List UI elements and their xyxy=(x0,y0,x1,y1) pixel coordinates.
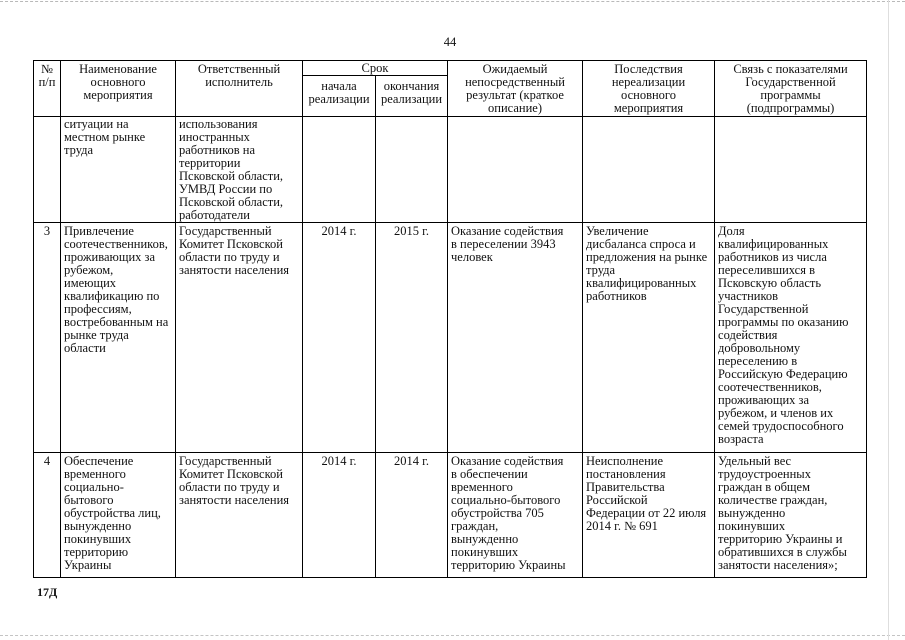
text-line: квалифицированных xyxy=(718,237,829,251)
text-line: человек xyxy=(451,250,493,264)
text-line: покинувших xyxy=(64,532,132,546)
table-row xyxy=(34,117,867,223)
text-line: Оказание содействия xyxy=(451,454,564,468)
text-line: обратившихся в службы xyxy=(718,545,847,559)
text-line: временного xyxy=(64,467,126,481)
text-line: ситуации на xyxy=(64,117,129,131)
text-line: Российскую Федерацию xyxy=(718,367,848,381)
text-line: граждан в общем xyxy=(718,480,811,494)
measures-table xyxy=(33,60,867,578)
text-line: вынужденно xyxy=(718,506,786,520)
text-line: количестве граждан, xyxy=(718,493,828,507)
header-executor xyxy=(176,61,303,117)
text-line: в переселении 3943 xyxy=(451,237,556,251)
text-line: добровольному xyxy=(718,341,801,355)
text-line: мероприятия xyxy=(83,88,153,102)
text-line: начала xyxy=(321,79,357,93)
text-line: проживающих за xyxy=(718,393,810,407)
text-line: Ответственный xyxy=(197,62,281,76)
text-line: работников из числа xyxy=(718,250,827,264)
cell-num: 4 xyxy=(34,453,61,578)
cell-start: 2014 г. xyxy=(303,453,376,578)
header-row xyxy=(34,61,867,76)
text-line: семей трудоспособного xyxy=(718,419,844,433)
cell-executor xyxy=(176,223,303,453)
cell-link xyxy=(715,453,867,578)
text-line: труда xyxy=(64,143,94,157)
text-line: п/п xyxy=(38,75,56,89)
text-line: Обеспечение xyxy=(64,454,134,468)
header-result xyxy=(448,61,583,117)
cell-result xyxy=(448,117,583,223)
text-line: временного xyxy=(451,480,513,494)
header-consequences xyxy=(583,61,715,117)
text-line: основного xyxy=(90,75,146,89)
text-line: проживающих за xyxy=(64,250,156,264)
header-term: Срок xyxy=(303,61,448,76)
cell-link xyxy=(715,117,867,223)
cell-consequences xyxy=(583,117,715,223)
text-line: дисбаланса спроса и xyxy=(586,237,696,251)
cell-name xyxy=(61,223,176,453)
text-line: Привлечение xyxy=(64,224,134,238)
text-line: Псковской области, xyxy=(179,169,284,183)
header-term-start xyxy=(303,76,376,117)
scan-edge-right xyxy=(888,0,889,640)
text-line: программы по оказанию xyxy=(718,315,849,329)
text-line: Неисполнение xyxy=(586,454,664,468)
cell-consequences xyxy=(583,223,715,453)
text-line: граждан, xyxy=(451,519,499,533)
text-line: Псковской области, xyxy=(179,195,284,209)
text-line: участников xyxy=(718,289,779,303)
text-line: исполнитель xyxy=(205,75,273,89)
header-term-end xyxy=(376,76,448,117)
text-line: Комитет Псковской xyxy=(179,237,283,251)
text-line: № xyxy=(41,62,53,76)
text-line: рынке труда xyxy=(64,328,129,342)
text-line: переселившихся в xyxy=(718,263,815,277)
text-line: Государственной xyxy=(718,302,809,316)
text-line: постановления xyxy=(586,467,666,481)
cell-result xyxy=(448,223,583,453)
text-line: работодатели xyxy=(179,208,250,222)
text-line: Псковскую область xyxy=(718,276,822,290)
scan-edge-bottom xyxy=(0,635,905,636)
cell-result xyxy=(448,453,583,578)
cell-start xyxy=(303,117,376,223)
text-line: профессиям, xyxy=(64,302,132,316)
text-line: Удельный вес xyxy=(718,454,792,468)
text-line: окончания xyxy=(383,79,440,93)
cell-name xyxy=(61,117,176,223)
text-line: иностранных xyxy=(179,130,250,144)
cell-num xyxy=(34,117,61,223)
text-line: рубежом, xyxy=(64,263,114,277)
header-num xyxy=(34,61,61,117)
cell-end: 2015 г. xyxy=(376,223,448,453)
text-line: Федерации от 22 июля xyxy=(586,506,707,520)
text-line: использования xyxy=(179,117,258,131)
table-row xyxy=(34,223,867,453)
text-line: Государственный xyxy=(179,454,272,468)
text-line: Российской xyxy=(586,493,648,507)
text-line: соотечественников, xyxy=(64,237,168,251)
text-line: непосредственный xyxy=(465,75,565,89)
text-line: Государственной xyxy=(745,75,836,89)
text-line: бытового xyxy=(64,493,114,507)
cell-executor xyxy=(176,117,303,223)
text-line: работников xyxy=(586,289,647,303)
text-line: вынужденно xyxy=(64,519,132,533)
text-line: Комитет Псковской xyxy=(179,467,283,481)
text-line: занятости населения xyxy=(179,263,290,277)
text-line: 2014 г. № 691 xyxy=(586,519,658,533)
cell-consequences xyxy=(583,453,715,578)
text-line: имеющих xyxy=(64,276,117,290)
text-line: квалификацию по xyxy=(64,289,160,303)
footer-code: 17Д xyxy=(37,585,58,599)
text-line: занятости населения»; xyxy=(718,558,838,572)
text-line: результат (краткое xyxy=(466,88,564,102)
text-line: социально-бытового xyxy=(451,493,561,507)
text-line: области xyxy=(64,341,106,355)
text-line: вынужденно xyxy=(451,532,519,546)
cell-num: 3 xyxy=(34,223,61,453)
text-line: территорию Украины xyxy=(451,558,566,572)
text-line: реализации xyxy=(308,92,370,106)
text-line: мероприятия xyxy=(613,101,684,115)
text-line: описание) xyxy=(488,101,542,115)
text-line: занятости населения xyxy=(179,493,290,507)
text-line: Наименование xyxy=(79,62,157,76)
header-link xyxy=(715,61,867,117)
cell-link xyxy=(715,223,867,453)
table-row xyxy=(34,453,867,578)
cell-start: 2014 г. xyxy=(303,223,376,453)
text-line: в обеспечении xyxy=(451,467,528,481)
text-line: Доля xyxy=(718,224,745,238)
text-line: территорию Украины и xyxy=(718,532,843,546)
text-line: обустройства 705 xyxy=(451,506,544,520)
text-line: возраста xyxy=(718,432,764,446)
text-line: местном рынке xyxy=(64,130,146,144)
text-line: рубежом, и членов их xyxy=(718,406,834,420)
text-line: области по труду и xyxy=(179,250,280,264)
text-line: соотечественников, xyxy=(718,380,822,394)
text-line: покинувших xyxy=(451,545,519,559)
text-line: территории xyxy=(179,156,241,170)
cell-name xyxy=(61,453,176,578)
text-line: Оказание содействия xyxy=(451,224,564,238)
text-line: социально- xyxy=(64,480,124,494)
text-line: нереализации xyxy=(611,75,686,89)
text-line: программы xyxy=(760,88,821,102)
text-line: Государственный xyxy=(179,224,272,238)
header-name xyxy=(61,61,176,117)
text-line: Последствия xyxy=(614,62,683,76)
text-line: Ожидаемый xyxy=(482,62,548,76)
text-line: Связь с показателями xyxy=(733,62,848,76)
text-line: содействия xyxy=(718,328,778,342)
text-line: Увеличение xyxy=(586,224,649,238)
text-line: предложения на рынке xyxy=(586,250,708,264)
text-line: покинувших xyxy=(718,519,786,533)
page-number: 44 xyxy=(443,35,457,49)
text-line: переселению в xyxy=(718,354,798,368)
text-line: квалифицированных xyxy=(586,276,697,290)
text-line: основного xyxy=(621,88,676,102)
text-line: (подпрограммы) xyxy=(746,101,835,115)
text-line: обустройства лиц, xyxy=(64,506,161,520)
text-line: Украины xyxy=(64,558,112,572)
text-line: территорию xyxy=(64,545,129,559)
text-line: работников на xyxy=(179,143,256,157)
text-line: востребованным на xyxy=(64,315,169,329)
text-line: труда xyxy=(586,263,616,277)
text-line: области по труду и xyxy=(179,480,280,494)
text-line: Правительства xyxy=(586,480,665,494)
cell-executor xyxy=(176,453,303,578)
text-line: трудоустроенных xyxy=(718,467,811,481)
cell-end xyxy=(376,117,448,223)
cell-end: 2014 г. xyxy=(376,453,448,578)
scan-edge-top xyxy=(0,1,905,2)
text-line: УМВД России по xyxy=(179,182,273,196)
text-line: реализации xyxy=(380,92,443,106)
